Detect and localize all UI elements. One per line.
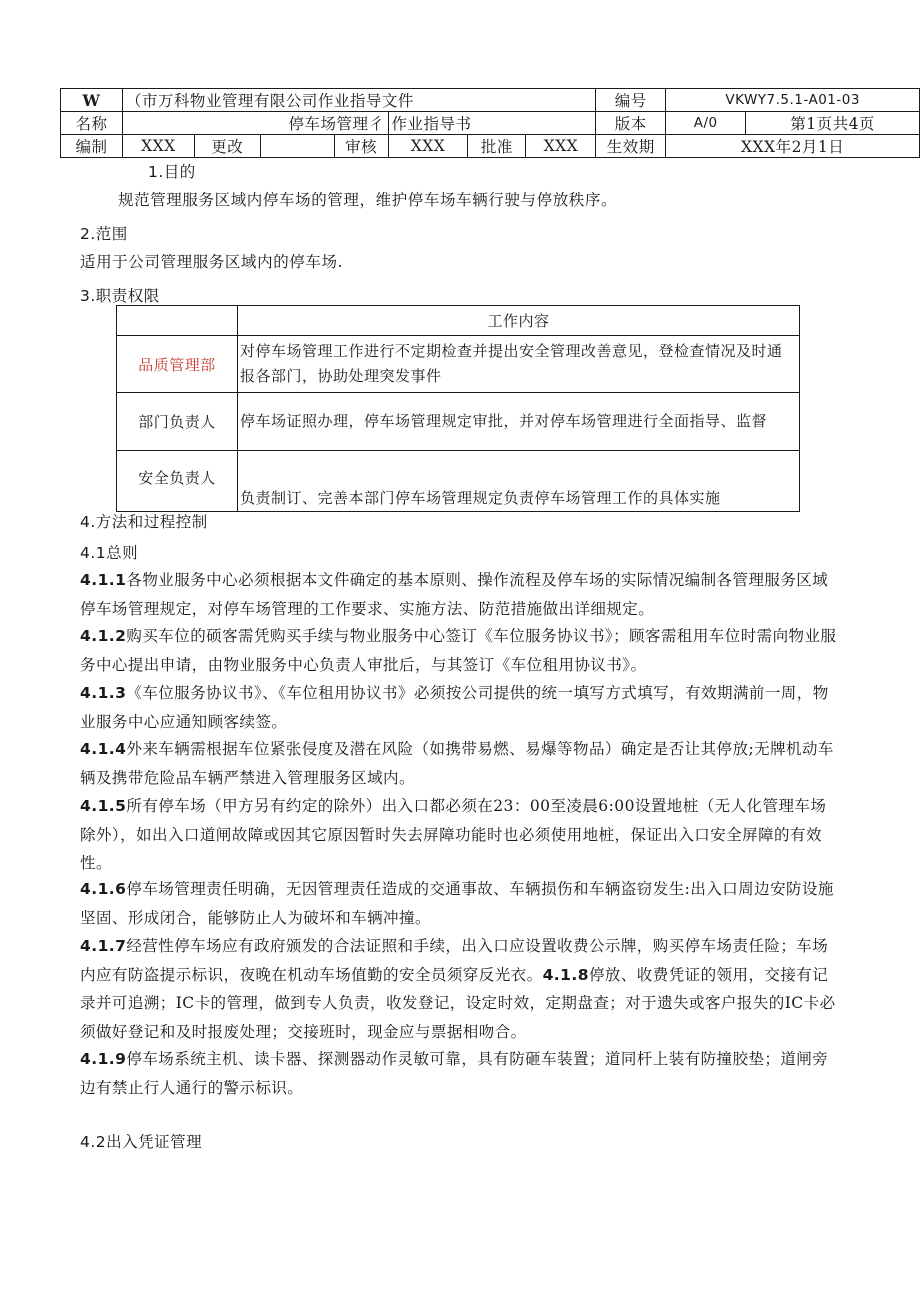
code-value: VKWY7.5.1-A01-03 [666, 89, 920, 112]
document-name-continued: 作业指导书 [388, 112, 596, 135]
table-corner [117, 306, 238, 336]
approve-label: 批准 [468, 135, 526, 158]
duty-dept-head: 停车场证照办理，停车场管理规定审批，并对停车场管理进行全面指导、监督 [238, 393, 800, 451]
table-header-content: 工作内容 [238, 306, 800, 336]
duty-quality-dept: 对停车场管理工作进行不定期检查并提出安全管理改善意见，登检查情况及时通报各部门，协助处理突发事件 [238, 336, 800, 393]
editor-value: XXX [122, 135, 194, 158]
review-label: 审核 [334, 135, 388, 158]
approve-value: XXX [526, 135, 596, 158]
clause-4-1-2: 4.1.2购买车位的硕客需凭购买手续与物业服务中心签订《车位服务协议书》；顾客需租用车位时需向物业服务中心提出申请，由物业服务中心负责人审批后，与其签订《车位租用协议书》。 [80, 627, 837, 674]
code-label: 编号 [596, 89, 666, 112]
effective-label: 生效期 [596, 135, 666, 158]
name-label: 名称 [61, 112, 123, 135]
section-1-title: 1.目的 [148, 163, 196, 181]
effective-value: XXX年2月1日 [666, 135, 920, 158]
clause-4-1-4: 4.1.4外来车辆需根据车位紧张侵度及潜在风险（如携带易燃、易爆等物品）确定是否让其停放;无牌机动车辆及携带危险品车辆严禁进入管理服务区域内。 [80, 740, 834, 787]
clause-4-1-3: 4.1.3《车位服务协议书》、《车位租用协议书》必须按公司提供的统一填写方式填写，有效期满前一周，物业服务中心应通知顾客续签。 [80, 684, 829, 731]
clause-4-1-9: 4.1.9停车场系统主机、读卡器、探测器动作灵敏可靠，具有防砸车装置；道同杆上装有防撞胶垫；道闸旁边有禁止行人通行的警示标识。 [80, 1050, 829, 1097]
change-label: 更改 [194, 135, 260, 158]
duty-safety-head: 负责制订、完善本部门停车场管理规定负责停车场管理工作的具体实施 [238, 451, 800, 512]
role-safety-head: 安全负责人 [117, 451, 238, 512]
page-info: 第1页共4页 [746, 112, 920, 135]
version-label: 版本 [596, 112, 666, 135]
role-dept-head: 部门负责人 [117, 393, 238, 451]
company-title: （市万科物业管理有限公司作业指导文件 [122, 89, 595, 112]
section-2-title: 2.范围 [80, 225, 128, 243]
version-value: A/0 [666, 112, 746, 135]
clause-4-1-8-text: 停放、收费凭证的领用，交接有记录并可追溯；IC卡的管理，做到专人负责，收发登记，设定时效，定期盘查；对于遗失或客户报失的IC卡必须做好登记和及时报废处理；交接班时，现金应与票据相吻合。 [80, 965, 836, 1041]
review-value: XXX [388, 135, 468, 158]
section-1-text: 规范管理服务区域内停车场的管理，维护停车场车辆行驶与停放秩序。 [118, 191, 618, 209]
company-logo: W [61, 89, 123, 112]
section-4-title: 4.方法和过程控制 [80, 513, 208, 531]
role-quality-dept: 品质管理部 [117, 336, 238, 393]
clause-4-1-8-number: 4.1.8 [542, 965, 589, 984]
editor-label: 编制 [61, 135, 123, 158]
section-3-title: 3.职责权限 [80, 287, 160, 305]
clause-4-1-1: 4.1.1各物业服务中心必须根据本文件确定的基本原则、操作流程及停车场的实际情况编制各管理服务区域停车场管理规定，对停车场管理的工作要求、实施方法、防范措施做出详细规定。 [80, 571, 829, 618]
section-4-2-title: 4.2出入凭证管理 [80, 1133, 203, 1151]
responsibility-table [116, 305, 800, 512]
clause-4-1-5: 4.1.5所有停车场（甲方另有约定的除外）出入口都必须在23：00至凌晨6:00设置地桩（无人化管理车场除外），如出入口道闸故障或因其它原因暂时失去屏障功能时也必须使用地桩，保证出入口安全屏障的有效性。 [80, 797, 827, 872]
clause-4-1-6: 4.1.6停车场管理责任明确，无因管理责任造成的交通事故、车辆损伤和车辆盗窃发生:出入口周边安防设施坚固、形成闭合，能够防止人为破坏和车辆冲撞。 [80, 880, 834, 927]
section-4-1-title: 4.1总则 [80, 544, 139, 562]
clause-4-1-7: 4.1.7经营性停车场应有政府颁发的合法证照和手续，出入口应设置收费公示牌，购买停车场责任险；车场内应有防盗提示标识，夜晚在机动车场值勤的安全员须穿反光衣。4.1.8停放、收费凭证的领用，交接有记录并可追溯；IC卡的管理，做到专人负责，收发登记，设定时效，定期盘查；对于遗失或客户报失的IC卡必须做好登记和及时报废处理；交接班时，现金应与票据相吻合。 [80, 937, 836, 1041]
document-name: 停车场管理彳 [122, 112, 388, 135]
change-value [260, 135, 334, 158]
document-header-table [60, 88, 920, 158]
section-2-text: 适用于公司管理服务区域内的停车场. [80, 253, 344, 271]
